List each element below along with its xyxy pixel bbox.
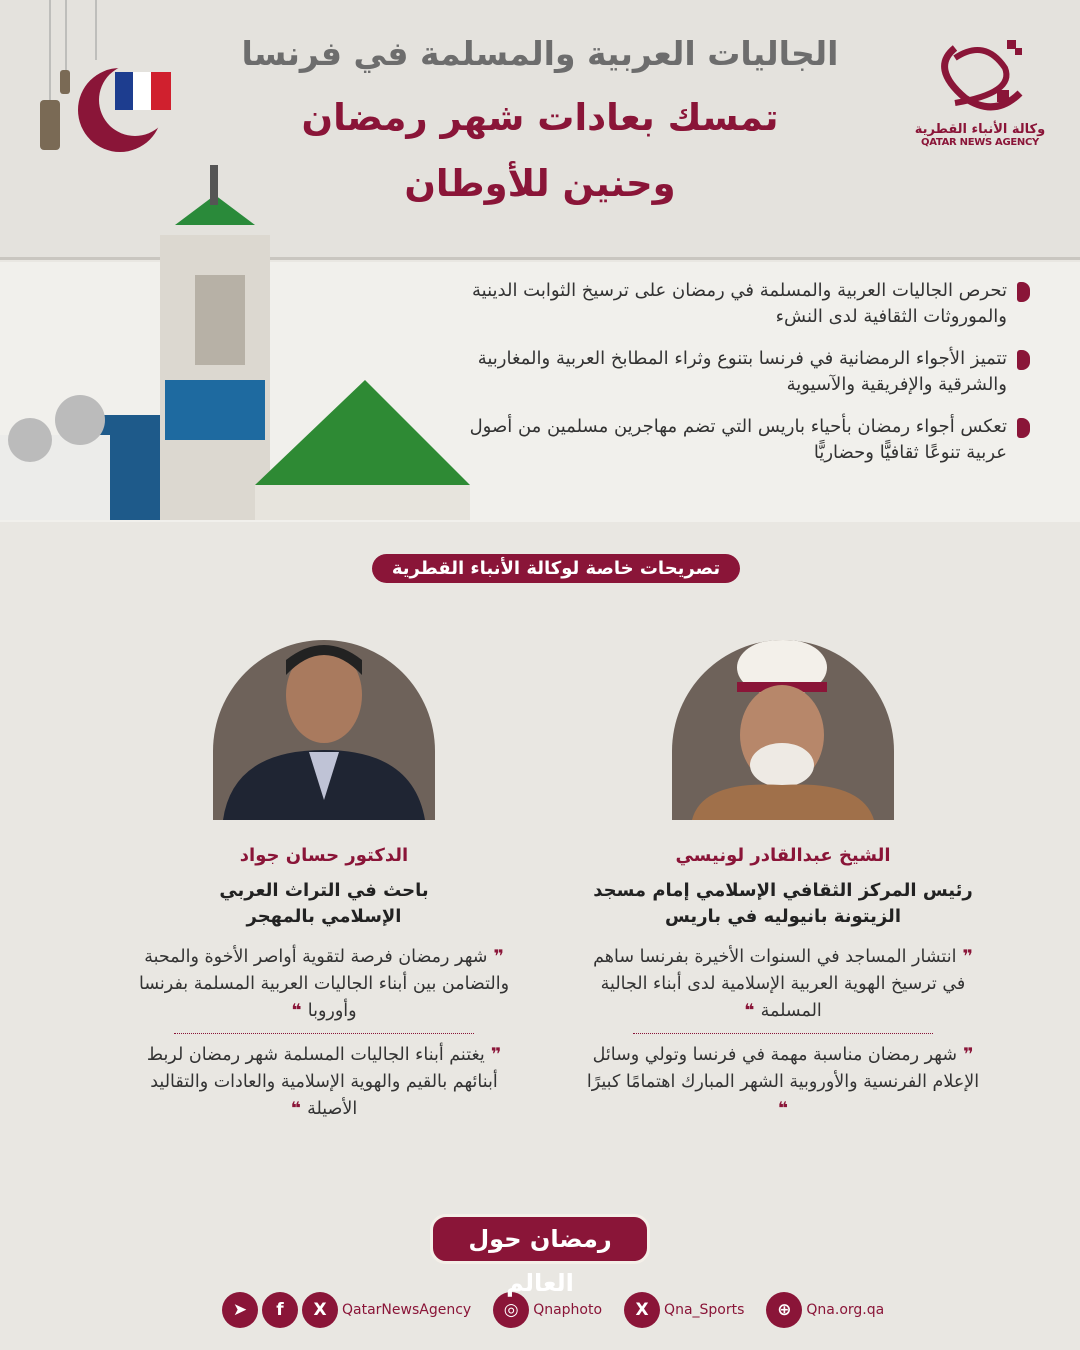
speaker-name: الشيخ عبدالقادر لونيسي — [675, 845, 891, 866]
globe-icon[interactable]: ⊕ — [766, 1292, 802, 1328]
logo-arabic-text: وكالة الأنباء القطرية — [914, 122, 1046, 137]
logo-english-text: QATAR NEWS AGENCY — [921, 137, 1039, 148]
headline-line-2: تمسك بعادات شهر رمضان — [301, 96, 779, 139]
speaker-role: باحث في التراث العربي الإسلامي بالمهجر — [219, 880, 429, 927]
key-point — [430, 278, 1030, 330]
person-photo-icon — [213, 640, 435, 820]
avatar-doctor — [213, 640, 435, 820]
section-tag: تصريحات خاصة لوكالة الأنباء القطرية — [372, 554, 740, 583]
quote-close-icon: ❝ — [290, 1099, 308, 1119]
facebook-icon[interactable]: f — [262, 1292, 298, 1328]
quote-text: شهر رمضان مناسبة مهمة في فرنسا وتولي وسائل الإعلام الفرنسية والأوروبية الشهر المبارك اهتمامًا كبيرًا — [586, 1045, 980, 1092]
social-handle-sports[interactable]: Qna_Sports — [664, 1302, 745, 1318]
instagram-icon[interactable]: ◎ — [493, 1292, 529, 1328]
quote-open-icon: ❞ — [957, 1045, 974, 1065]
qna-emblem-icon — [925, 38, 1035, 118]
speaker-role: رئيس المركز الثقافي الإسلامي إمام مسجد الزيتونة بانيوليه في باريس — [593, 880, 973, 927]
quote-text: انتشار المساجد في السنوات الأخيرة بفرنسا ساهم في ترسيخ الهوية العربية الإسلامية لدى أبناء الجالية المسلمة — [593, 947, 966, 1021]
quote-close-icon: ❝ — [291, 1001, 308, 1021]
speaker-card-doctor — [124, 845, 524, 1123]
key-point — [430, 414, 1030, 466]
ramadan-around-world-badge: رمضان حول العالم — [430, 1214, 650, 1264]
social-handle-instagram[interactable]: Qnaphoto — [533, 1302, 603, 1318]
quote-text: شهر رمضان فرصة لتقوية أواصر الأخوة والمحبة والتضامن بين أبناء الجاليات العربية المسلمة بفرنسا وأوروبا — [138, 947, 510, 1021]
quote-text: يغتنم أبناء الجاليات المسلمة شهر رمضان لربط أبنائهم بالقيم والهوية الإسلامية والعادات والتقاليد الأصيلة — [146, 1045, 498, 1119]
social-handle-main[interactable]: QatarNewsAgency — [342, 1302, 472, 1318]
key-point-text: تحرص الجاليات العربية والمسلمة في رمضان على ترسيخ الثوابت الدينية والموروثات الثقافية لدى النشء — [472, 280, 1007, 327]
divider — [174, 1033, 474, 1034]
speaker-name: الدكتور حسان جواد — [239, 845, 409, 866]
quote — [583, 944, 983, 1025]
x-icon[interactable]: X — [624, 1292, 660, 1328]
key-point — [430, 346, 1030, 398]
quote-open-icon: ❞ — [487, 947, 504, 967]
key-points-list — [430, 278, 1030, 482]
bullet-marker-icon — [1017, 350, 1030, 370]
quote-close-icon: ❝ — [744, 1001, 761, 1021]
bullet-marker-icon — [1017, 418, 1030, 438]
mosque-minaret-illustration — [0, 165, 480, 520]
headline-line-1: الجاليات العربية والمسلمة في فرنسا — [241, 34, 839, 73]
bullet-marker-icon — [1017, 282, 1030, 302]
quote — [124, 944, 524, 1025]
telegram-icon[interactable]: ➤ — [222, 1292, 258, 1328]
avatar-sheikh — [672, 640, 894, 820]
quote-open-icon: ❞ — [484, 1045, 502, 1065]
quote-close-icon: ❝ — [777, 1099, 789, 1119]
key-point-text: تعكس أجواء رمضان بأحياء باريس التي تضم مهاجرين مسلمين من أصول عربية تنوعًا ثقافيًّا وحضاريًّا — [469, 416, 1007, 463]
quote — [583, 1042, 983, 1123]
quote-open-icon: ❞ — [956, 947, 973, 967]
speaker-card-sheikh — [583, 845, 983, 1123]
crescent-lantern-flag-icon — [30, 0, 180, 170]
quote — [124, 1042, 524, 1123]
divider — [633, 1033, 933, 1034]
person-photo-icon — [672, 640, 894, 820]
headline-line-3: وحنين للأوطان — [404, 162, 676, 205]
x-icon[interactable]: X — [302, 1292, 338, 1328]
website-link[interactable]: Qna.org.qa — [806, 1302, 885, 1318]
key-point-text: تتميز الأجواء الرمضانية في فرنسا بتنوع وثراء المطابخ العربية والمغاربية والشرقية والإفريقية والآسيوية — [477, 348, 1007, 395]
qna-logo — [905, 38, 1055, 148]
